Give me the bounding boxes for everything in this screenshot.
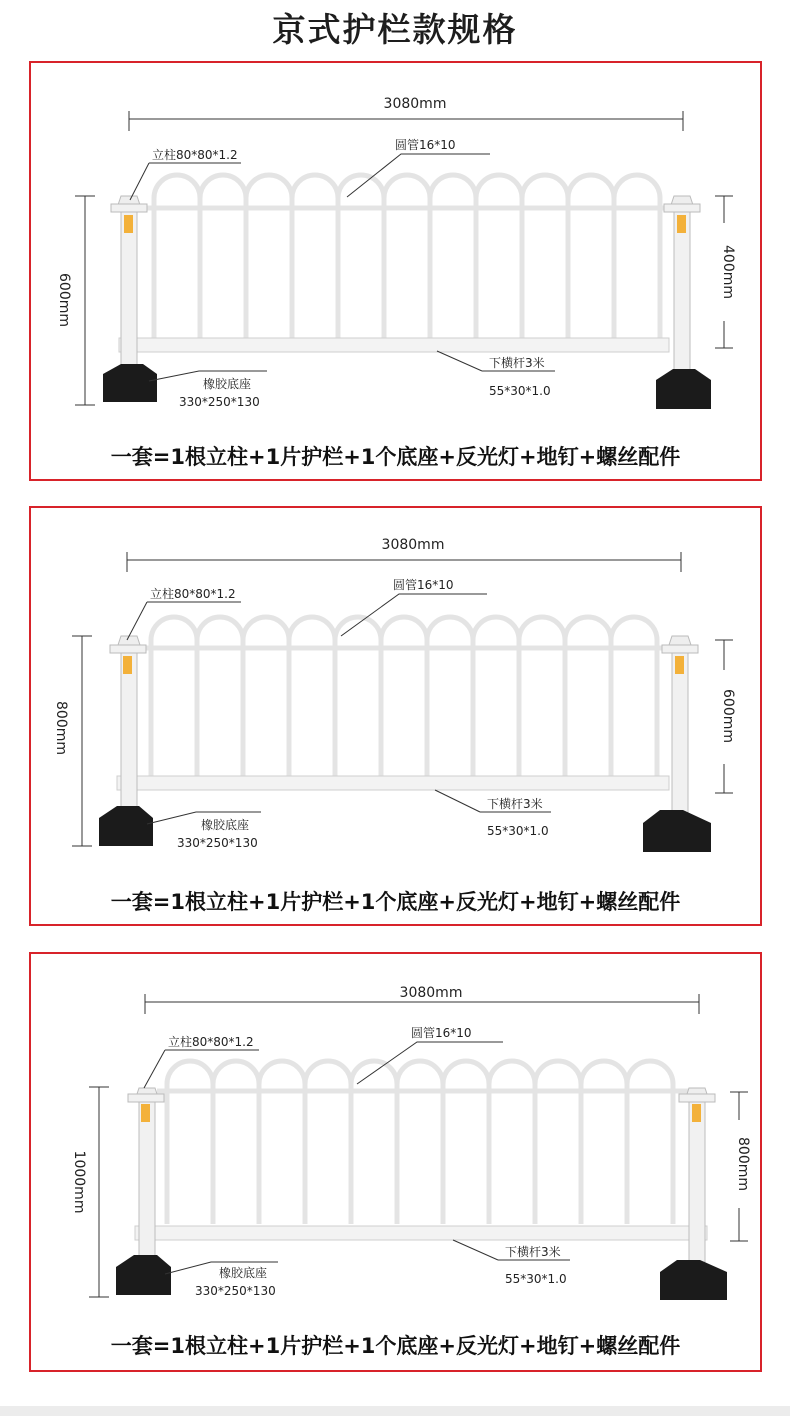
bottom-strip <box>0 1406 790 1416</box>
left-post <box>116 1088 171 1295</box>
right-base <box>656 369 711 409</box>
tube-spec-label: 圆管16*10 <box>395 138 456 152</box>
set-contents-summary: 一套=1根立柱+1片护栏+1个底座+反光灯+地钉+螺丝配件 <box>110 445 681 469</box>
reflector-icon <box>675 656 684 674</box>
width-label: 3080mm <box>383 96 447 112</box>
rail-size-label: 55*30*1.0 <box>505 1272 567 1286</box>
rail-label: 下横杆3米 <box>487 797 543 811</box>
total-height-dimension <box>89 1087 109 1297</box>
panel-height-label: 400mm <box>720 245 736 299</box>
bottom-rail <box>135 1226 707 1240</box>
fence-panel <box>141 175 671 343</box>
rail-label: 下横杆3米 <box>489 356 545 370</box>
panel-height-label: 800mm <box>735 1137 751 1191</box>
base-label: 橡胶底座 <box>203 377 252 391</box>
right-post <box>656 196 711 409</box>
post-spec-label: 立柱80*80*1.2 <box>150 587 236 601</box>
spec-card-600 <box>29 61 762 481</box>
width-label: 3080mm <box>399 985 463 1001</box>
total-height-dimension <box>72 636 92 846</box>
base-label: 橡胶底座 <box>201 818 250 832</box>
spec-card-800 <box>29 506 762 926</box>
reflector-icon <box>677 215 686 233</box>
post-spec-label: 立柱80*80*1.2 <box>168 1035 254 1049</box>
base-label: 橡胶底座 <box>219 1266 268 1280</box>
fence-panel <box>157 1061 689 1224</box>
left-post <box>99 636 153 846</box>
reflector-icon <box>123 656 132 674</box>
fence-diagram <box>31 954 764 1374</box>
rail-size-label: 55*30*1.0 <box>487 824 549 838</box>
width-dimension <box>129 111 683 131</box>
total-height-label: 600mm <box>56 273 72 327</box>
panel-height-label: 600mm <box>720 689 736 743</box>
left-base <box>103 364 157 402</box>
total-height-label: 1000mm <box>71 1150 87 1214</box>
rail-label: 下横杆3米 <box>505 1245 561 1259</box>
left-base <box>99 806 153 846</box>
tube-spec-label: 圆管16*10 <box>393 578 454 592</box>
post-spec-label: 立柱80*80*1.2 <box>152 148 238 162</box>
fence-diagram <box>31 63 764 483</box>
reflector-icon <box>141 1104 150 1122</box>
width-label: 3080mm <box>381 537 445 553</box>
base-size-label: 330*250*130 <box>177 836 258 850</box>
left-post <box>103 196 157 402</box>
set-contents-summary: 一套=1根立柱+1片护栏+1个底座+反光灯+地钉+螺丝配件 <box>110 890 681 914</box>
page-title: 京式护栏款规格 <box>272 10 518 49</box>
total-height-dimension <box>75 196 95 405</box>
bottom-rail <box>117 776 669 790</box>
left-base <box>116 1255 171 1295</box>
set-contents-summary: 一套=1根立柱+1片护栏+1个底座+反光灯+地钉+螺丝配件 <box>110 1334 681 1358</box>
right-post <box>660 1088 727 1300</box>
reflector-icon <box>124 215 133 233</box>
tube-spec-label: 圆管16*10 <box>411 1026 472 1040</box>
base-size-label: 330*250*130 <box>179 395 260 409</box>
spec-card-1000 <box>29 952 762 1372</box>
bottom-rail <box>119 338 669 352</box>
right-base <box>643 810 711 852</box>
fence-panel <box>139 617 671 780</box>
width-dimension <box>127 552 681 572</box>
right-base <box>660 1260 727 1300</box>
rail-size-label: 55*30*1.0 <box>489 384 551 398</box>
right-post <box>643 636 711 852</box>
base-size-label: 330*250*130 <box>195 1284 276 1298</box>
fence-diagram <box>31 508 764 928</box>
reflector-icon <box>692 1104 701 1122</box>
total-height-label: 800mm <box>53 701 69 755</box>
